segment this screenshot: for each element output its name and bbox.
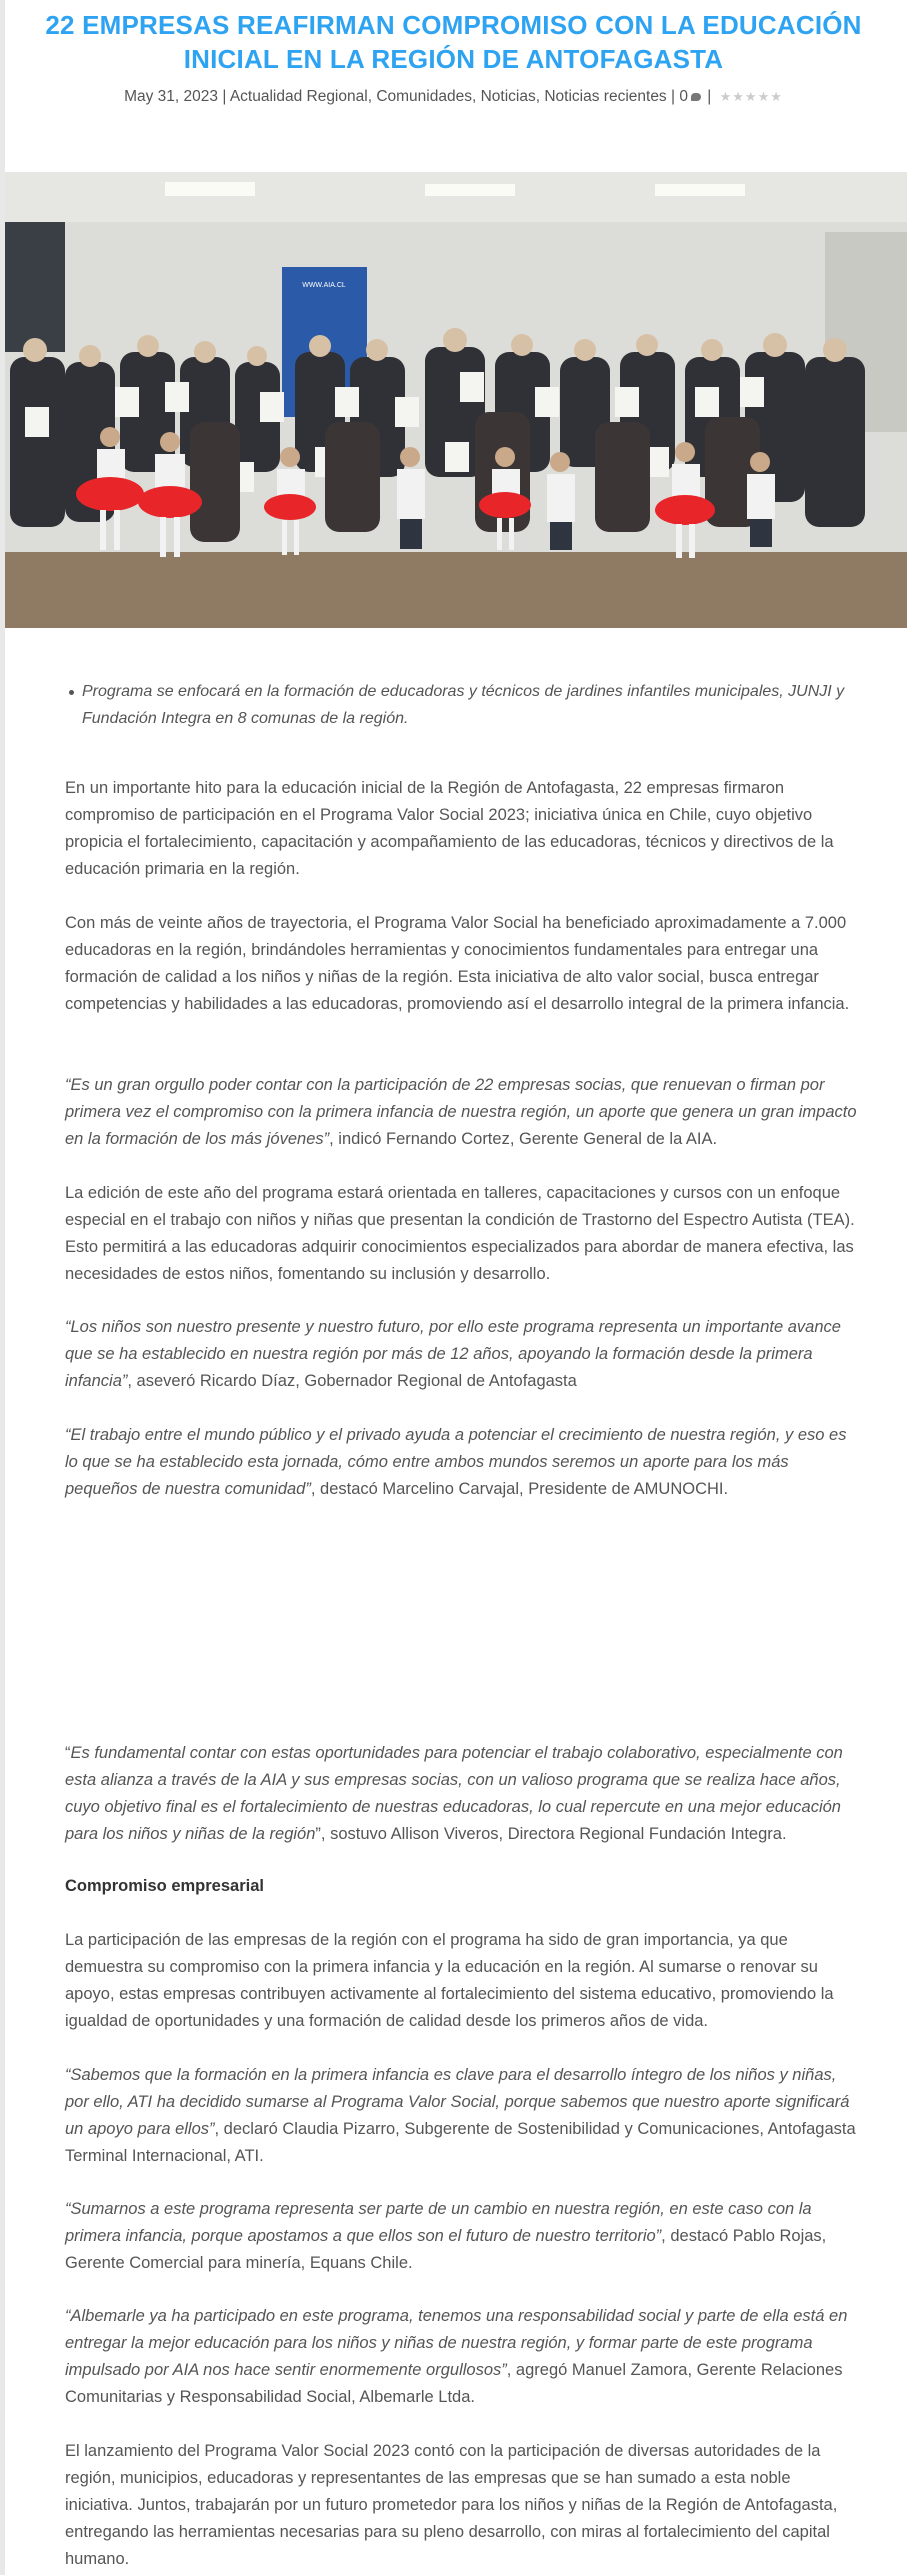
highlight-item: Programa se enfocará en la formación de educadoras y técnicos de jardines infantiles municipales, JUNJI y Fundación Integra en 8 comunas de la región. bbox=[66, 678, 861, 732]
post-date: May 31, 2023 bbox=[124, 88, 219, 106]
quote-text: “El trabajo entre el mundo público y el privado ayuda a potenciar el crecimiento de nuestra región, y eso es lo que se ha establecido esta jornada, cómo entre ambos mundos seremos un aporte para los más pequeños de nuestra comunidad” bbox=[65, 1426, 847, 1498]
quote-text: “Sumarnos a este programa representa ser parte de un cambio en nuestra región, en este caso con la primera infancia, porque apostamos a que ellos son el futuro de nuestro territorio” bbox=[65, 2200, 812, 2245]
quote-attribution: , aseveró Ricardo Díaz, Gobernador Regional de Antofagasta bbox=[127, 1372, 577, 1390]
banner-text: WWW.AIA.CL bbox=[302, 282, 346, 289]
quote-claudia-pizarro bbox=[65, 2062, 860, 2170]
quote-pablo-rojas bbox=[65, 2196, 860, 2277]
group-photo-illustration bbox=[5, 172, 907, 628]
quote-text: Es fundamental contar con estas oportunidades para potenciar el trabajo colaborativo, especialmente con esta alianza a través de la AIA y sus empresas socias, con un valioso programa que se realiza hace años, cuyo objetivo final es el fortalecimiento de nuestras educadoras, lo cual repercute en una mejor educación para los niños y niñas de la región bbox=[65, 1744, 843, 1843]
category-link-comunidades[interactable]: Comunidades bbox=[376, 88, 472, 106]
quote-marcelino-carvajal bbox=[65, 1422, 860, 1503]
paragraph-trayectoria: Con más de veinte años de trayectoria, el Programa Valor Social ha beneficiado aproximadamente a 7.000 educadoras en la región, brindándoles herramientas y conocimientos fundamentales para entregar una formación de calidad a los niños y niñas de la región. Esta iniciativa de alto valor social, busca entregar competencias y habilidades a las educadoras, promoviendo así el desarrollo integral de la primera infancia. bbox=[65, 914, 850, 1013]
quote-attribution: , indicó Fernando Cortez, Gerente General de la AIA. bbox=[329, 1130, 718, 1148]
quote-manuel-zamora bbox=[65, 2303, 860, 2411]
quote-open-mark: “ bbox=[65, 1744, 71, 1762]
paragraph-tea: La edición de este año del programa estará orientada en talleres, capacitaciones y cursos con un enfoque especial en el trabajo con niños y niñas que presentan la condición de Trastorno del Espectro Autista (TEA). Esto permitirá a las educadoras adquirir conocimientos especializados para abordar de manera efectiva, las necesidades de estos niños, fomentando su inclusión y desarrollo. bbox=[65, 1184, 855, 1283]
quote-attribution: , destacó Marcelino Carvajal, Presidente de AMUNOCHI. bbox=[310, 1480, 729, 1498]
quote-attribution: ”, sostuvo Allison Viveros, Directora Regional Fundación Integra. bbox=[315, 1825, 787, 1843]
highlights-list bbox=[66, 678, 861, 732]
quote-text: “Los niños son nuestro presente y nuestro futuro, por ello este programa representa un importante avance que se ha establecido en nuestra región por más de 12 años, apoyando la formación desde la primera infancia” bbox=[65, 1318, 841, 1390]
paragraph-lanzamiento: El lanzamiento del Programa Valor Social 2023 contó con la participación de diversas autoridades de la región, municipios, educadoras y representantes de las empresas que se han sumado a esta noble iniciativa. Juntos, trabajarán por un futuro prometedor para los niños y niñas de la Región de Antofagasta, entregando las herramientas necesarias para su pleno desarrollo, con miras al fortalecimiento del capital humano. bbox=[65, 2442, 838, 2568]
featured-photo bbox=[5, 172, 907, 628]
post-meta: May 31, 2023 | Actualidad Regional, Comunidades, Noticias, Noticias recientes | 0 | ★★★★★ bbox=[30, 86, 877, 108]
section-heading: Compromiso empresarial bbox=[65, 1877, 264, 1895]
comments-link[interactable] bbox=[679, 88, 703, 105]
rating-stars[interactable] bbox=[720, 86, 783, 108]
quote-attribution: , destacó Pablo Rojas, Gerente Comercial para minería, Equans Chile. bbox=[65, 2227, 827, 2272]
page-title: 22 EMPRESAS REAFIRMAN COMPROMISO CON LA EDUCACIÓN INICIAL EN LA REGIÓN DE ANTOFAGASTA bbox=[45, 10, 862, 74]
quote-attribution: , agregó Manuel Zamora, Gerente Relaciones Comunitarias y Responsabilidad Social, Albemarle Ltda. bbox=[65, 2361, 843, 2406]
quote-text: “Albemarle ya ha participado en este programa, tenemos una responsabilidad social y parte de ella está en entregar la mejor educación para los niños y niñas de nuestra región, y formar parte de este programa impulsado por AIA nos hace sentir enormemente orgullosos” bbox=[65, 2307, 848, 2379]
quote-attribution: , declaró Claudia Pizarro, Subgerente de Sostenibilidad y Comunicaciones, Antofagasta Terminal Internacional, ATI. bbox=[65, 2120, 856, 2165]
star-icon: ★★★★★ bbox=[719, 89, 783, 104]
quote-allison-viveros bbox=[65, 1740, 860, 1848]
quote-fernando-cortez bbox=[65, 1072, 860, 1153]
paragraph-compromiso: La participación de las empresas de la región con el programa ha sido de gran importancia, ya que demuestra su compromiso con la primera infancia y la educación en la región. Al sumarse o renovar su apoyo, estas empresas contribuyen activamente al fortalecimiento del sistema educativo, promoviendo la igualdad de oportunidades y una formación de calidad desde los primeros años de vida. bbox=[65, 1931, 834, 2030]
quote-text: “Es un gran orgullo poder contar con la participación de 22 empresas socias, que renuevan o firman por primera vez el compromiso con la primera infancia de nuestra región, un aporte que genera un gran impacto en la formación de los más jóvenes” bbox=[65, 1076, 857, 1148]
quote-text: “Sabemos que la formación en la primera infancia es clave para el desarrollo íntegro de los niños y niñas, por ello, ATI ha decidido sumarse al Programa Valor Social, porque sabemos que nuestro aporte significará un apoyo para ellos” bbox=[65, 2066, 850, 2138]
category-link-noticias-recientes[interactable]: Noticias recientes bbox=[544, 88, 667, 106]
comment-icon bbox=[691, 93, 701, 101]
paragraph-intro: En un importante hito para la educación inicial de la Región de Antofagasta, 22 empresas firmaron compromiso de participación en el Programa Valor Social 2023; iniciativa única en Chile, cuyo objetivo propicia el fortalecimiento, capacitación y acompañamiento de las educadoras, técnicos y directivos de la educación primaria en la región. bbox=[65, 779, 834, 878]
category-link-noticias[interactable]: Noticias bbox=[480, 88, 536, 106]
category-link-actualidad[interactable]: Actualidad Regional bbox=[229, 88, 368, 106]
quote-ricardo-diaz bbox=[65, 1314, 860, 1395]
comments-count: 0 bbox=[679, 88, 688, 106]
